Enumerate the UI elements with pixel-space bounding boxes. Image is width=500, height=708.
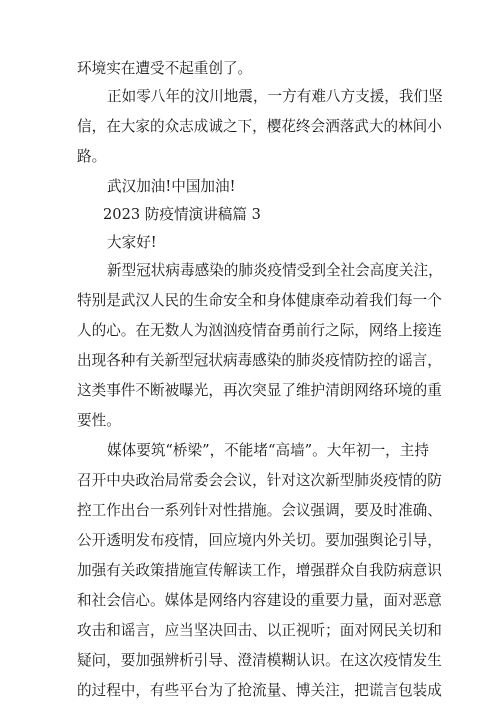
- text-line: 新型冠状病毒感染的肺炎疫情受到全社会高度关注，: [107, 262, 443, 279]
- text-line: 召开中央政治局常委会会议，针对这次新型肺炎疫情的防: [77, 472, 442, 489]
- text-line: 这类事件不断被曝光，再次突显了维护清朗网络环境的重: [77, 382, 442, 399]
- text-line: 出现各种有关新型冠状病毒感染的肺炎疫情防控的谣言，: [77, 352, 442, 369]
- text-line: 攻击和谣言，应当坚决回击、以正视听；面对网民关切和: [77, 622, 442, 639]
- text-line: 武汉加油!中国加油!: [107, 178, 236, 195]
- section-heading: 2023 防疫情演讲稿篇 3: [103, 206, 261, 223]
- text-line: 大家好!: [107, 234, 157, 251]
- text-line: 和社会信心。媒体是网络内容建设的重要力量，面对恶意: [77, 592, 442, 609]
- text-line: 正如零八年的汶川地震，一方有难八方支援，我们坚: [107, 88, 443, 105]
- text-line: 的过程中，有些平台为了抢流量、博关注，把谎言包装成: [77, 682, 442, 699]
- text-line: 要性。: [77, 412, 121, 429]
- text-line: 信，在大家的众志成诚之下，樱花终会洒落武大的林间小: [77, 118, 442, 135]
- text-line: 公开透明发布疫情，回应境内外关切。要加强舆论引导，: [77, 532, 442, 549]
- text-line: 加强有关政策措施宣传解读工作，增强群众自我防病意识: [77, 562, 442, 579]
- text-line: 环境实在遭受不起重创了。: [77, 60, 253, 77]
- text-line: 人的心。在无数人为汹汹疫情奋勇前行之际，网络上接连: [77, 322, 442, 339]
- text-line: 特别是武汉人民的生命安全和身体健康牵动着我们每一个: [77, 292, 442, 309]
- text-line: 路。: [77, 148, 107, 165]
- text-line: 控工作出台一系列针对性措施。会议强调，要及时准确、: [77, 502, 442, 519]
- text-line: 疑问，要加强辨析引导、澄清模糊认识。在这次疫情发生: [77, 652, 442, 669]
- text-line: 媒体要筑“桥梁”，不能堵“高墙”。大年初一，主持: [107, 442, 429, 459]
